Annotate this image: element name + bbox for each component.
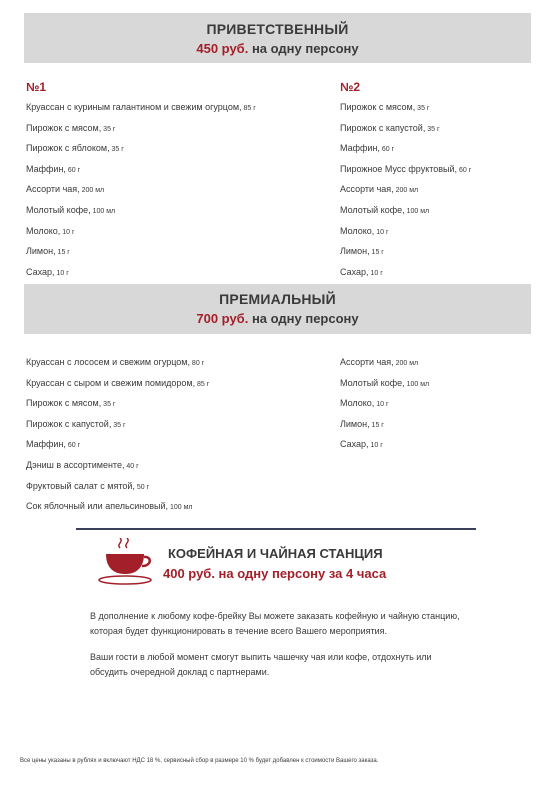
list-item: Пирожок с мясом, 35 г xyxy=(26,122,116,133)
welcome-banner xyxy=(24,13,531,63)
list-item: Круассан с сыром и свежим помидором, 85 г xyxy=(26,377,210,388)
premium-title: ПРЕМИАЛЬНЫЙ xyxy=(219,291,336,307)
premium-banner xyxy=(24,284,531,334)
premium-price xyxy=(24,311,531,326)
premium-price-amount: 700 руб. xyxy=(196,311,249,326)
list-item: Сок яблочный или апельсиновый, 100 мл xyxy=(26,501,193,512)
station-description-2: Ваши гости в любой момент смогут выпить чашечку чая или кофе, отдохнуть или обсудить очередной доклад с партнерами. xyxy=(90,652,432,677)
list-item: Маффин, 60 г xyxy=(26,439,81,450)
list-item: Фруктовый салат с мятой, 50 г xyxy=(26,480,150,491)
list-item: Пирожок с яблоком, 35 г xyxy=(26,143,124,154)
premium-price-suffix: на одну персону xyxy=(248,311,359,326)
list-item: Ассорти чая, 200 мл xyxy=(340,184,419,195)
list-item: Молоко, 10 г xyxy=(340,225,389,236)
list-item: Пирожок с мясом, 35 г xyxy=(26,398,116,409)
welcome-price-suffix: на одну персону xyxy=(248,41,359,56)
list-item: Дэниш в ассортименте, 40 г xyxy=(26,459,139,470)
list-item: Сахар, 10 г xyxy=(340,266,383,277)
list-item: Маффин, 60 г xyxy=(26,163,81,174)
list-item: Пирожное Мусс фруктовый, 60 г xyxy=(340,163,472,174)
list-item: Молотый кофе, 100 мл xyxy=(26,204,116,215)
list-item: Лимон, 15 г xyxy=(26,246,70,257)
premium-menu-right xyxy=(340,353,429,456)
welcome-price xyxy=(24,41,531,56)
list-item: Ассорти чая, 200 мл xyxy=(26,184,105,195)
list-item: Круассан с лососем и свежим огурцом, 80 г xyxy=(26,357,205,367)
station-description-1: В дополнение к любому кофе-брейку Вы можете заказать кофейную и чайную станцию, которая будет функционировать в течение всего Вашего мероприятия. xyxy=(90,611,460,636)
premium-menu-left xyxy=(26,353,209,518)
list-item: Пирожок с мясом, 35 г xyxy=(340,102,430,112)
coffee-cup-icon xyxy=(98,538,154,586)
list-item: Сахар, 10 г xyxy=(26,266,69,277)
list-item: Молотый кофе, 100 мл xyxy=(340,204,430,215)
list-item: Сахар, 10 г xyxy=(340,439,383,450)
footer-note: Все цены указаны в рублях и включают НДС 18 %, сервисный сбор в размере 10 % будет добавлен к стоимости Вашего заказа. xyxy=(20,758,379,764)
list-item: Молоко, 10 г xyxy=(340,398,389,409)
list-item: Маффин, 60 г xyxy=(340,143,395,154)
menu-1-heading: №1 xyxy=(26,80,47,94)
list-item: Пирожок с капустой, 35 г xyxy=(340,122,440,133)
list-item: Молоко, 10 г xyxy=(26,225,75,236)
welcome-menu-1 xyxy=(26,79,256,283)
station-title: КОФЕЙНАЯ И ЧАЙНАЯ СТАНЦИЯ xyxy=(168,546,383,561)
list-item: Лимон, 15 г xyxy=(340,246,384,257)
station-price: 400 руб. на одну персону за 4 часа xyxy=(163,566,387,581)
section-divider xyxy=(76,528,476,530)
list-item: Круассан с куриным галантином и свежим огурцом, 85 г xyxy=(26,102,256,112)
menu-2-heading: №2 xyxy=(340,80,361,94)
list-item: Лимон, 15 г xyxy=(340,418,384,429)
welcome-menu-2 xyxy=(340,79,471,283)
welcome-price-amount: 450 руб. xyxy=(196,41,249,56)
list-item: Пирожок с капустой, 35 г xyxy=(26,418,126,429)
list-item: Молотый кофе, 100 мл xyxy=(340,377,430,388)
welcome-title: ПРИВЕТСТВЕННЫЙ xyxy=(206,21,349,37)
list-item: Ассорти чая, 200 мл xyxy=(340,357,419,367)
